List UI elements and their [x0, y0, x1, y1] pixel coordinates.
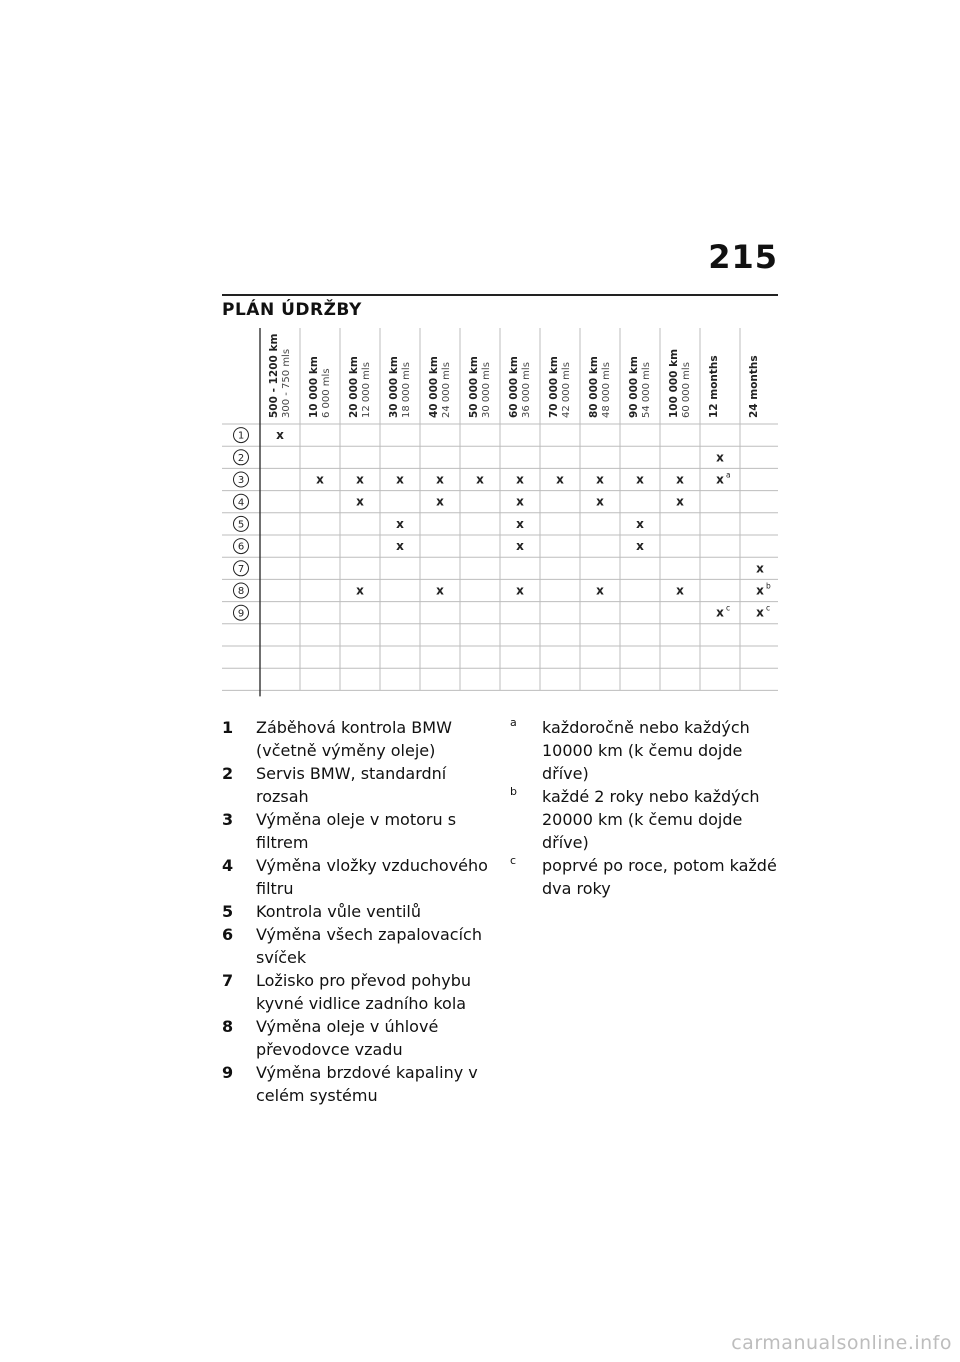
- column-header-miles: 48 000 mls: [601, 362, 612, 418]
- legend-number: 2: [222, 764, 234, 783]
- row-number: 1: [237, 430, 245, 442]
- column-header-interval: 60 000 km: [508, 356, 520, 418]
- schedule-mark: x: [516, 516, 524, 531]
- schedule-mark: x: [316, 472, 324, 487]
- schedule-mark: x: [716, 472, 724, 487]
- footnote-mark: a: [510, 716, 517, 729]
- schedule-mark: x: [516, 539, 524, 554]
- legend-number: 4: [222, 856, 234, 875]
- column-header-interval: 50 000 km: [468, 356, 480, 418]
- legend-item: [222, 808, 492, 854]
- page-title: PLÁN ÚDRŽBY: [222, 300, 362, 320]
- legend-text: Výměna všech zapalovacích svíček: [256, 925, 482, 967]
- footnote-item: [510, 716, 778, 785]
- schedule-mark: x: [756, 583, 764, 598]
- schedule-mark: x: [596, 494, 604, 509]
- schedule-mark: x: [396, 539, 404, 554]
- row-number: 6: [237, 541, 245, 553]
- column-header-interval: 24 months: [748, 355, 760, 418]
- legend-item: [222, 1015, 492, 1061]
- footnote-reference: a: [726, 470, 731, 480]
- schedule-mark: x: [436, 583, 444, 598]
- column-header-miles: 54 000 mls: [641, 362, 652, 418]
- column-header-interval: 40 000 km: [428, 356, 440, 418]
- schedule-mark: x: [636, 472, 644, 487]
- legend-text: Výměna brzdové kapaliny v celém systému: [256, 1063, 478, 1105]
- maintenance-schedule-table: [222, 328, 778, 708]
- column-header-miles: 12 000 mls: [361, 362, 372, 418]
- legend-number: 8: [222, 1017, 234, 1036]
- column-header-miles: 24 000 mls: [441, 362, 452, 418]
- legend-list: [222, 716, 492, 1107]
- legend-item: [222, 1061, 492, 1107]
- schedule-mark: x: [396, 516, 404, 531]
- schedule-mark: x: [436, 494, 444, 509]
- footnote-text: poprvé po roce, potom každé dva roky: [542, 856, 777, 898]
- row-number: 9: [237, 608, 245, 620]
- legend-number: 9: [222, 1063, 234, 1082]
- legend-number: 7: [222, 971, 234, 990]
- legend-item: [222, 854, 492, 900]
- footnote-mark: c: [510, 854, 517, 867]
- schedule-mark: x: [516, 494, 524, 509]
- schedule-mark: x: [516, 472, 524, 487]
- schedule-mark: x: [356, 472, 364, 487]
- footnote-item: [510, 854, 778, 900]
- legend-item: [222, 900, 492, 923]
- schedule-mark: x: [716, 450, 724, 465]
- legend-item: [222, 762, 492, 808]
- footnote-reference: c: [766, 603, 771, 613]
- legend-text: Výměna oleje v úhlové převodovce vzadu: [256, 1017, 439, 1059]
- footnote-text: každé 2 roky nebo každých 20000 km (k čemu dojde dříve): [542, 787, 760, 852]
- watermark: carmanualsonline.info: [731, 1332, 952, 1354]
- schedule-mark: x: [436, 472, 444, 487]
- legend-number: 6: [222, 925, 234, 944]
- column-header-miles: 300 - 750 mls: [281, 348, 292, 418]
- schedule-mark: x: [756, 561, 764, 576]
- legend-number: 5: [222, 902, 234, 921]
- column-header-interval: 10 000 km: [308, 356, 320, 418]
- schedule-mark: x: [676, 494, 684, 509]
- column-header-interval: 90 000 km: [628, 356, 640, 418]
- footnote-reference: b: [766, 581, 771, 591]
- schedule-mark: x: [476, 472, 484, 487]
- legend-number: 3: [222, 810, 234, 829]
- schedule-mark: x: [716, 605, 724, 620]
- legend-text: Kontrola vůle ventilů: [256, 902, 421, 921]
- footnote-item: [510, 785, 778, 854]
- column-header-miles: 18 000 mls: [401, 362, 412, 418]
- column-header-miles: 30 000 mls: [481, 362, 492, 418]
- schedule-mark: x: [676, 472, 684, 487]
- legend-item: [222, 923, 492, 969]
- legend-item: [222, 969, 492, 1015]
- row-number: 8: [237, 586, 245, 598]
- footnote-mark: b: [510, 785, 517, 798]
- schedule-mark: x: [276, 428, 284, 443]
- footnote-list: [510, 716, 778, 900]
- schedule-mark: x: [596, 472, 604, 487]
- legend-text: Ložisko pro převod pohybu kyvné vidlice zadního kola: [256, 971, 472, 1013]
- footnote-reference: c: [726, 603, 731, 613]
- schedule-mark: x: [756, 605, 764, 620]
- schedule-mark: x: [636, 539, 644, 554]
- column-header-interval: 70 000 km: [548, 356, 560, 418]
- column-header-miles: 60 000 mls: [681, 362, 692, 418]
- legend-item: [222, 716, 492, 762]
- schedule-mark: x: [596, 583, 604, 598]
- legend-text: Záběhová kontrola BMW (včetně výměny oleje): [256, 718, 452, 760]
- schedule-mark: x: [516, 583, 524, 598]
- row-number: 5: [237, 519, 245, 531]
- page-number: 215: [708, 238, 778, 276]
- legend-text: Výměna oleje v motoru s filtrem: [256, 810, 457, 852]
- row-number: 7: [237, 563, 245, 575]
- schedule-mark: x: [636, 516, 644, 531]
- column-header-miles: 42 000 mls: [561, 362, 572, 418]
- schedule-mark: x: [676, 583, 684, 598]
- legend-number: 1: [222, 718, 234, 737]
- legend-text: Servis BMW, standardní rozsah: [256, 764, 447, 806]
- schedule-mark: x: [556, 472, 564, 487]
- row-number: 2: [237, 452, 245, 464]
- column-header-miles: 36 000 mls: [521, 362, 532, 418]
- column-header-interval: 20 000 km: [348, 356, 360, 418]
- row-number: 3: [237, 475, 245, 487]
- column-header-interval: 100 000 km: [668, 348, 680, 418]
- schedule-mark: x: [396, 472, 404, 487]
- column-header-miles: 6 000 mls: [321, 368, 332, 418]
- column-header-interval: 500 - 1200 km: [268, 333, 280, 418]
- column-header-interval: 30 000 km: [388, 356, 400, 418]
- schedule-grid: [222, 328, 778, 708]
- column-header-interval: 80 000 km: [588, 356, 600, 418]
- header-rule: [222, 294, 778, 296]
- footnote-text: každoročně nebo každých 10000 km (k čemu dojde dříve): [542, 718, 750, 783]
- schedule-mark: x: [356, 494, 364, 509]
- legend-text: Výměna vložky vzduchového filtru: [256, 856, 488, 898]
- row-number: 4: [237, 497, 245, 509]
- schedule-mark: x: [356, 583, 364, 598]
- column-header-interval: 12 months: [708, 355, 720, 418]
